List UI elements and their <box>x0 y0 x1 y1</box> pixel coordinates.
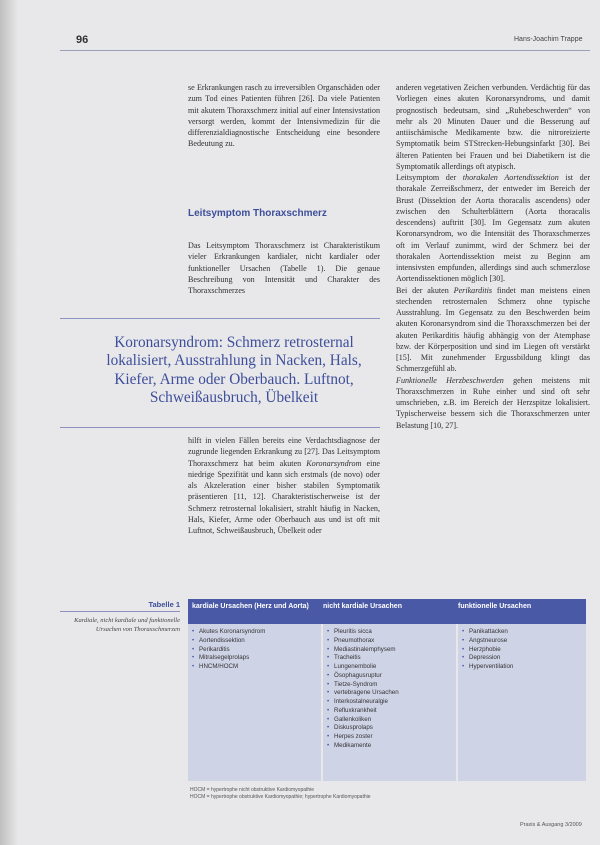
paragraph: anderen vegetativen Zeichen verbunden. Verdächtig für das Vorliegen eines akuten Koronarsyndroms, und damit prognostisch bedeutsam, sind „Ruhebeschwerden“ von mehr als 20 Minuten Dauer und die Besserung auf antiischämische Medikamente bzw. die nitroreizierte Symptomatik beim STStrecken-Hebungsinfarkt [30]. Bei älteren Patienten bei Frauen und bei Diabetikern ist die Symptomatik allerdings oft atypisch. <box>396 83 590 171</box>
table-column-noncardiac <box>323 624 456 781</box>
paragraph: Das Leitsymptom Thoraxschmerz ist Charakteristikum vieler Erkrankungen kardialer, nicht kardialer oder funktioneller Ursachen (Tabelle 1). Die genaue Beschreibung von Intensität und Charakter des Thoraxschmerzes <box>188 241 380 295</box>
table-cell-item: • Gallenkoliken <box>327 716 456 725</box>
body-column-left-bottom <box>188 435 380 536</box>
table-cell-item: • Tracheitis <box>327 654 456 663</box>
table-cell-item: • Mitralsegelprolaps <box>192 654 321 663</box>
table-body <box>188 624 586 781</box>
table-cell-item: • Tietze-Syndrom <box>327 681 456 690</box>
table-cell-item: • Aortendissektion <box>192 637 321 646</box>
section-heading: Leitsymptom Thoraxschmerz <box>188 208 327 219</box>
table-footnote: HOCM = hypertrophe nicht obstruktive Kardiomyopathie <box>190 787 315 793</box>
table-header-functional: funktionelle Ursachen <box>458 603 532 610</box>
running-header-author: Hans-Joachim Trappe <box>514 36 583 43</box>
table-cell-item: • Lungenembolie <box>327 663 456 672</box>
table-cell-item: • Pneumothorax <box>327 637 456 646</box>
table-cell-item: • Refluxkrankheit <box>327 707 456 716</box>
table-header-cardiac: kardiale Ursachen (Herz und Aorta) <box>192 603 309 610</box>
table-cell-item: • Interkostalneuralgie <box>327 698 456 707</box>
table-label-rule <box>60 611 180 612</box>
table-header <box>188 599 586 624</box>
body-column-left-mid <box>188 240 380 296</box>
pull-quote: Koronarsyndrom: Schmerz retrosternal lokalisiert, Ausstrahlung in Nacken, Hals, Kiefer, Arme oder Oberbauch. Luftnot, Schweißausbruch, Übelkeit <box>106 334 362 407</box>
paragraph: Bei der akuten Perikarditis findet man meistens einen stechenden retrosternalen Schmerz ohne typische Ausstrahlung. Im Gegensatz zu den Beschwerden beim akuten Koronarsyndrom sind die Thoraxschmerzen bei der akuten Perikarditis häufig abhängig von der Atemphase bzw. der Körperposition und sind im Liegen oft verstärkt [15]. Mit zunehmender Ergussbildung klingt das Schmerzgefühl ab. <box>396 285 590 374</box>
table-column-cardiac <box>188 624 321 781</box>
table-cell-item: • Mediastinalemphysem <box>327 646 456 655</box>
table-cell-item: • Medikamente <box>327 742 456 751</box>
body-column-right <box>396 82 590 431</box>
table-cell-item: • Herpes zoster <box>327 733 456 742</box>
header-rule <box>60 50 590 51</box>
page-gutter-shadow <box>0 0 18 845</box>
table-cell-item: • Angstneurose <box>462 637 586 646</box>
causes-table <box>188 599 586 781</box>
table-cell-item: • HNCM/HOCM <box>192 663 321 672</box>
table-cell-item: • Diskusprolaps <box>327 724 456 733</box>
table-cell-item: • Herzphobie <box>462 646 586 655</box>
table-caption: Kardiale, nicht kardiale und funktionelle Ursachen von Thoraxschmerzen <box>74 617 180 633</box>
table-cell-item: • Ösophagusruptur <box>327 672 456 681</box>
body-column-left-top <box>188 82 380 150</box>
table-label: Tabelle 1 <box>148 600 180 609</box>
table-cell-item: • Perikarditis <box>192 646 321 655</box>
table-cell-item: • Pleuritis sicca <box>327 628 456 637</box>
table-cell-item: • Hyperventilation <box>462 663 586 672</box>
table-header-noncardiac: nicht kardiale Ursachen <box>323 603 402 610</box>
running-header <box>0 30 600 52</box>
table-cell-item: • Akutes Koronarsyndrom <box>192 628 321 637</box>
paragraph: Funktionelle Herzbeschwerden gehen meistens mit Thoraxschmerzen in Ruhe einher und sind oft sehr umschrieben, z.B. im Bereich der Herzspitze lokalisiert. Typischerweise bessern sich die Thoraxschmerzen unter Belastung [10, 27]. <box>396 375 591 430</box>
table-cell-item: • Depression <box>462 654 586 663</box>
paragraph: Leitsymptom der thorakalen Aortendissektion ist der thorakale Zerreißschmerz, der entweder im Bereich der Brust (Dissektion der Aorta thoracalis ascendens) oder zwischen den Schulterblättern (Aorta thoracalis descendens) auftritt [30]. Im Gegensatz zum akuten Koronarsyndrom, wo die Intensität des Thoraxschmerzes oft im Verlauf zunimmt, wird der Schmerz bei der thorakalen Aortendissektion meist zu Beginn am intensivsten empfunden, allerdings sind auch schmerzlose Aortendissektionen möglich [30]. <box>396 173 591 284</box>
table-footnote: HOCM = hypertrophe obstruktive Kardiomyopathie; hypertrophe Kardiomyopathie <box>190 794 371 800</box>
table-column-functional <box>458 624 586 781</box>
paragraph: hilft in vielen Fällen bereits eine Verdachtsdiagnose der zugrunde liegenden Erkrankung zu [27]. Das Leitsymptom Thoraxschmerz hat beim akuten Koronarsyndrom eine niedrige Spezifität und kann sich erstmals (de novo) oder als Akzeleration einer bisher stabilen Symptomatik präsentieren [11, 12]. Charakteristischerweise ist der Schmerz retrosternal lokalisiert, strahlt häufig in Nacken, Hals, Kiefer, Arme oder Oberbauch aus und ist oft mit Luftnot, Schweißausbruch, Übelkeit oder <box>188 436 380 535</box>
table-footnotes <box>190 787 371 801</box>
paragraph: se Erkrankungen rasch zu irreversiblen Organschäden oder zum Tod eines Patienten führen [26]. Da viele Patienten mit akutem Thoraxschmerz initial auf einer Intensivstation versorgt werden, kommt der Intensivmedizin für die differenzialdiagnostische Entscheidung eine besondere Bedeutung zu. <box>188 83 380 149</box>
journal-footer: Praxis & Ausgang 3/2009 <box>520 822 582 828</box>
table-cell-item: • vertebragene Ursachen <box>327 689 456 698</box>
table-cell-item: • Panikattacken <box>462 628 586 637</box>
page-number: 96 <box>76 34 89 46</box>
